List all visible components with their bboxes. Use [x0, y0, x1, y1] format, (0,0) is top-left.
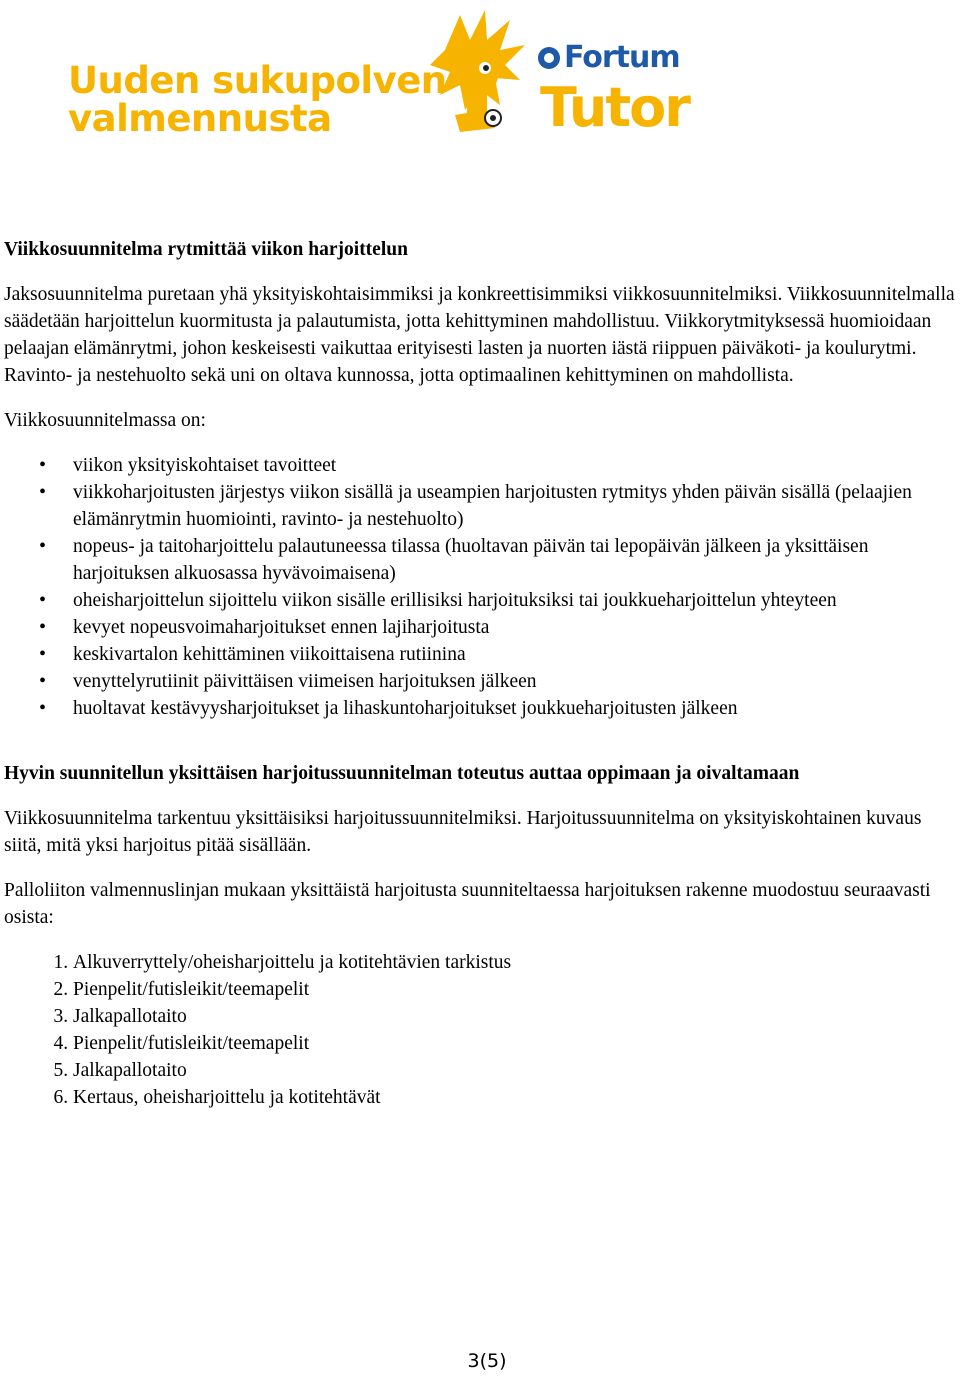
list-item: • keskivartalon kehittäminen viikoittaisena rutiinina	[73, 641, 960, 668]
program-logo	[68, 59, 447, 140]
document-body	[4, 236, 960, 1129]
section2-paragraph2: Palloliiton valmennuslinjan mukaan yksittäistä harjoitusta suunniteltaessa harjoituksen rakenne muodostuu seuraavasti osista:	[4, 880, 931, 928]
program-logo-line2: valmennusta	[68, 97, 332, 140]
list-item: 1. Alkuverryttely/oheisharjoittelu ja kotitehtävien tarkistus	[73, 949, 960, 976]
program-logo-line1: Uuden sukupolven	[68, 59, 447, 102]
list-item: • viikon yksityiskohtaiset tavoitteet	[73, 452, 960, 479]
weekly-plan-list	[4, 452, 960, 722]
section1-heading: Viikkosuunnitelma rytmittää viikon harjoittelun	[4, 239, 408, 260]
list-item: • viikkoharjoitusten järjestys viikon sisällä ja useampien harjoitusten rytmitys yhden päivän sisällä (pelaajien elämänrytmin huomiointi, ravinto- ja nestehuolto)	[73, 479, 960, 533]
list-item: 5. Jalkapallotaito	[73, 1057, 960, 1084]
list-item: • kevyet nopeusvoimaharjoitukset ennen lajiharjoitusta	[73, 614, 960, 641]
fortum-logo-text: Fortum	[564, 40, 680, 75]
mascot-logo-icon	[425, 10, 535, 140]
page-number: 3(5)	[467, 1350, 507, 1372]
training-structure-list	[4, 949, 960, 1111]
fortum-logo	[538, 40, 680, 75]
fortum-mark-icon	[538, 47, 560, 69]
list-item: 2. Pienpelit/futisleikit/teemapelit	[73, 976, 960, 1003]
list-item: 3. Jalkapallotaito	[73, 1003, 960, 1030]
list-item: • nopeus- ja taitoharjoittelu palautuneessa tilassa (huoltavan päivän tai lepopäivän jälkeen ja yksittäisen harjoituksen alkuosassa hyvävoimaisena)	[73, 533, 960, 587]
list-item: • huoltavat kestävyysharjoitukset ja lihaskuntoharjoitukset joukkueharjoitusten jälkeen	[73, 695, 960, 722]
tutor-logo: Tutor	[540, 76, 689, 139]
section1-list-intro: Viikkosuunnitelmassa on:	[4, 410, 206, 431]
list-item: • oheisharjoittelun sijoittelu viikon sisälle erillisiksi harjoituksiksi tai joukkueharjoittelun yhteyteen	[73, 587, 960, 614]
section1-paragraph: Jaksosuunnitelma puretaan yhä yksityiskohtaisimmiksi ja konkreettisimmiksi viikkosuunnitelmiksi. Viikkosuunnitelmalla säädetään harjoittelun kuormitusta ja palautumista, jotta kehittyminen mahdollistuu. Viikkorytmityksessä huomioidaan pelaajan elämänrytmi, johon keskeisesti vaikuttaa erityisesti lasten ja nuorten iästä riippuen päiväkoti- ja koulurytmi. Ravinto- ja nestehuolto sekä uni on oltava kunnossa, jotta optimaalinen kehittyminen on mahdollista.	[4, 284, 955, 386]
section2-heading: Hyvin suunnitellun yksittäisen harjoitussuunnitelman toteutus auttaa oppimaan ja oivaltamaan	[4, 763, 800, 784]
list-item: 4. Pienpelit/futisleikit/teemapelit	[73, 1030, 960, 1057]
list-item: • venyttelyrutiinit päivittäisen viimeisen harjoituksen jälkeen	[73, 668, 960, 695]
list-item: 6. Kertaus, oheisharjoittelu ja kotitehtävät	[73, 1084, 960, 1111]
section2-paragraph1: Viikkosuunnitelma tarkentuu yksittäisiksi harjoitussuunnitelmiksi. Harjoitussuunnitelma on yksityiskohtainen kuvaus siitä, mitä yksi harjoitus pitää sisällään.	[4, 808, 922, 856]
